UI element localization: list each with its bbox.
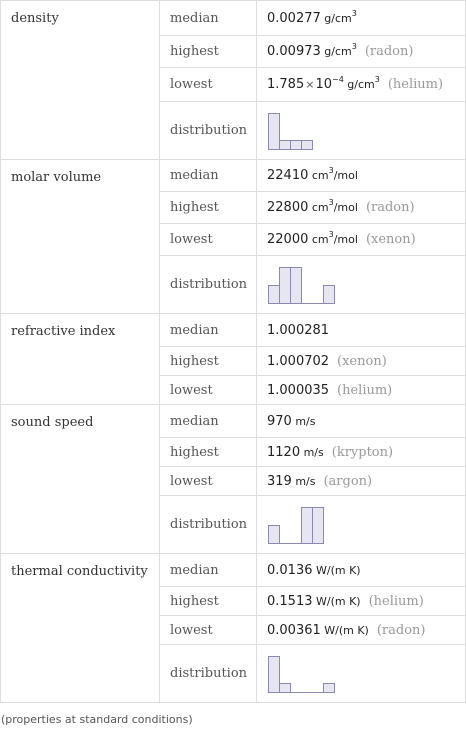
value-unit: g/cm bbox=[343, 78, 375, 91]
stat-label: highest bbox=[160, 587, 257, 616]
value-number: 1.000702 bbox=[267, 353, 330, 369]
value-number: 1.000035 bbox=[267, 382, 330, 398]
stat-label: highest bbox=[160, 192, 257, 224]
value-unit: W/(m K) bbox=[312, 563, 361, 577]
stat-value bbox=[257, 224, 466, 256]
value-unit: m/s bbox=[291, 474, 316, 488]
stat-label: lowest bbox=[160, 224, 257, 256]
element-note: (krypton) bbox=[331, 444, 394, 460]
value-number: 0.00277 bbox=[267, 10, 321, 26]
stat-label: median bbox=[160, 405, 257, 438]
value-unit: g/cm bbox=[320, 11, 352, 25]
distribution-cell bbox=[257, 102, 466, 160]
table-row bbox=[1, 1, 466, 36]
histogram-bar bbox=[302, 507, 313, 543]
table-row bbox=[1, 314, 466, 347]
element-note: (helium) bbox=[387, 77, 444, 92]
property-name-sound-speed: sound speed bbox=[1, 405, 160, 554]
value-unit: cm bbox=[308, 233, 329, 246]
stat-value bbox=[257, 347, 466, 376]
stat-value bbox=[257, 36, 466, 68]
stat-label: distribution bbox=[160, 496, 257, 554]
histogram-bar bbox=[291, 267, 302, 303]
value-number: 319 bbox=[267, 473, 292, 489]
histogram-bar bbox=[280, 140, 291, 149]
unit-exponent: 3 bbox=[374, 75, 380, 84]
stat-label: highest bbox=[160, 438, 257, 467]
stat-value bbox=[257, 160, 466, 192]
element-note: (radon) bbox=[365, 200, 415, 215]
value-unit: W/(m K) bbox=[312, 594, 361, 608]
histogram-bar bbox=[269, 656, 280, 692]
value-number: 0.0136 bbox=[267, 562, 313, 578]
stat-label: lowest bbox=[160, 467, 257, 496]
element-note: (xenon) bbox=[365, 232, 416, 247]
value-unit: W/(m K) bbox=[320, 623, 369, 637]
stat-value bbox=[257, 1, 466, 36]
stat-label: median bbox=[160, 1, 257, 36]
stat-value bbox=[257, 587, 466, 616]
histogram-bar bbox=[269, 285, 280, 303]
unit-exponent: 3 bbox=[351, 8, 357, 18]
property-name-refractive-index: refractive index bbox=[1, 314, 160, 405]
element-note: (radon) bbox=[376, 622, 426, 638]
stat-label: median bbox=[160, 160, 257, 192]
element-note: (xenon) bbox=[337, 353, 387, 369]
histogram-bar bbox=[269, 525, 280, 543]
stat-label: distribution bbox=[160, 102, 257, 160]
distribution-histogram bbox=[267, 505, 387, 545]
histogram-bar bbox=[324, 683, 335, 692]
stat-value bbox=[257, 68, 466, 102]
element-note: (helium) bbox=[368, 593, 424, 609]
property-name-molar-volume: molar volume bbox=[1, 160, 160, 314]
property-name-thermal-conductivity: thermal conductivity bbox=[1, 554, 160, 703]
unit-exponent: 3 bbox=[328, 198, 334, 207]
unit-exponent: 3 bbox=[328, 230, 334, 239]
element-note: (radon) bbox=[364, 44, 414, 59]
value-number: 0.00973 bbox=[267, 44, 321, 59]
stat-label: lowest bbox=[160, 376, 257, 405]
histogram-bar bbox=[291, 140, 302, 149]
value-number: 22000 bbox=[267, 232, 309, 247]
stat-value bbox=[257, 438, 466, 467]
value-number: 22800 bbox=[267, 200, 309, 215]
value-number: 1.000281 bbox=[267, 322, 330, 338]
element-note: (helium) bbox=[337, 382, 393, 398]
table-row bbox=[1, 554, 466, 587]
distribution-histogram bbox=[267, 111, 387, 151]
table-row bbox=[1, 160, 466, 192]
table-row bbox=[1, 405, 466, 438]
value-unit-suffix: /mol bbox=[333, 169, 358, 182]
stat-value bbox=[257, 376, 466, 405]
stat-label: median bbox=[160, 554, 257, 587]
stat-value bbox=[257, 554, 466, 587]
value-number: 0.00361 bbox=[267, 622, 321, 638]
stat-label: highest bbox=[160, 347, 257, 376]
value-mantissa: 1.785 bbox=[267, 77, 305, 92]
distribution-cell bbox=[257, 645, 466, 703]
stat-label: lowest bbox=[160, 68, 257, 102]
stat-value bbox=[257, 192, 466, 224]
value-exponent: −4 bbox=[331, 75, 344, 84]
value-unit: cm bbox=[308, 201, 329, 214]
value-unit: g/cm bbox=[320, 45, 352, 58]
histogram-bar bbox=[280, 683, 291, 692]
value-unit: cm bbox=[308, 169, 329, 182]
stat-label: lowest bbox=[160, 616, 257, 645]
times-sign: × bbox=[305, 78, 315, 91]
stat-value bbox=[257, 405, 466, 438]
stat-value bbox=[257, 467, 466, 496]
value-unit: m/s bbox=[291, 414, 316, 428]
value-base: 10 bbox=[315, 77, 332, 92]
unit-exponent: 3 bbox=[351, 42, 357, 51]
property-name-density: density bbox=[1, 1, 160, 160]
histogram-bar bbox=[269, 113, 280, 149]
stat-label: highest bbox=[160, 36, 257, 68]
value-unit-suffix: /mol bbox=[333, 201, 358, 214]
distribution-histogram bbox=[267, 654, 387, 694]
footer-note: (properties at standard conditions) bbox=[1, 713, 193, 726]
stat-value bbox=[257, 616, 466, 645]
unit-exponent: 3 bbox=[328, 166, 334, 175]
value-number: 0.1513 bbox=[267, 593, 313, 609]
histogram-bar bbox=[302, 140, 313, 149]
value-number: 1120 bbox=[267, 444, 301, 460]
distribution-histogram bbox=[267, 265, 387, 305]
stat-label: median bbox=[160, 314, 257, 347]
stat-label: distribution bbox=[160, 645, 257, 703]
distribution-cell bbox=[257, 496, 466, 554]
value-number: 970 bbox=[267, 413, 292, 429]
value-unit: m/s bbox=[300, 445, 324, 459]
histogram-bar bbox=[313, 507, 324, 543]
stat-value bbox=[257, 314, 466, 347]
value-unit-suffix: /mol bbox=[333, 233, 358, 246]
value-number: 22410 bbox=[267, 168, 309, 183]
histogram-bar bbox=[280, 267, 291, 303]
histogram-bar bbox=[324, 285, 335, 303]
stat-label: distribution bbox=[160, 256, 257, 314]
element-note: (argon) bbox=[323, 473, 373, 489]
distribution-cell bbox=[257, 256, 466, 314]
